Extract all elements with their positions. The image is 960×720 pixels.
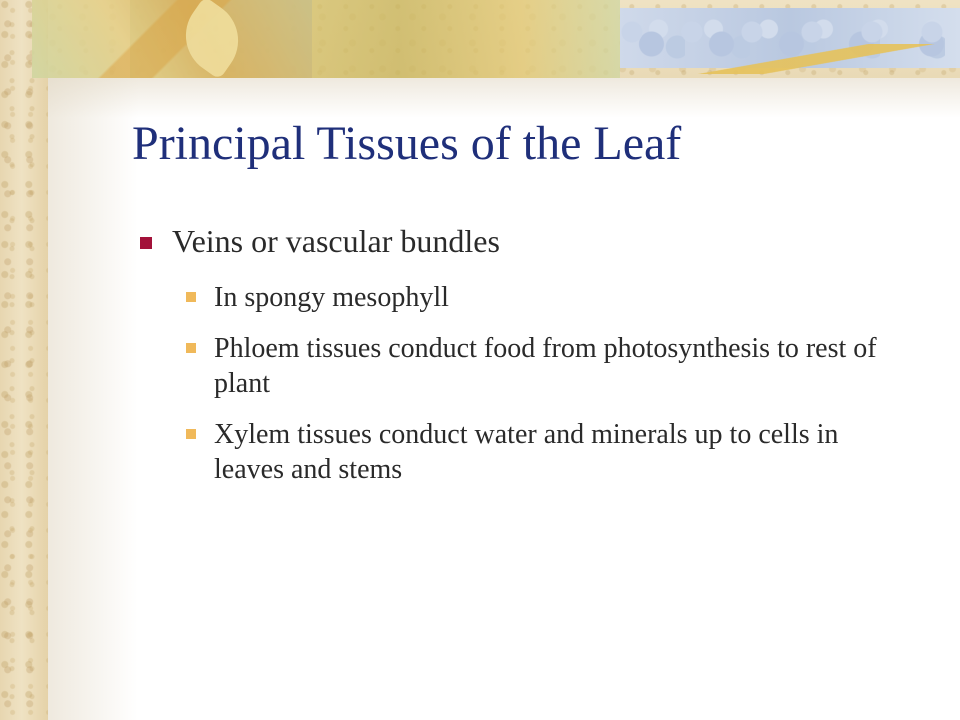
sub-bullet-list — [136, 280, 936, 487]
bullet-text: Veins or vascular bundles — [172, 223, 500, 259]
sub-bullet — [186, 417, 914, 487]
sub-bullet — [186, 280, 914, 315]
square-bullet-icon — [186, 343, 196, 353]
square-bullet-icon — [186, 429, 196, 439]
sub-bullet — [186, 331, 914, 401]
decorative-collage-left — [32, 0, 312, 78]
bullet-level1 — [136, 222, 936, 260]
slide-title: Principal Tissues of the Leaf — [132, 117, 682, 170]
sub-bullet-text: In spongy mesophyll — [214, 282, 449, 314]
leaf-decoration — [170, 0, 254, 80]
decorative-wave — [690, 44, 960, 74]
bullet-list — [136, 222, 936, 503]
square-bullet-icon — [186, 292, 196, 302]
parchment-left-strip — [0, 0, 48, 720]
sub-bullet-text: Phloem tissues conduct food from photosynthesis to rest of plant — [214, 333, 877, 400]
sub-bullet-text: Xylem tissues conduct water and minerals up to cells in leaves and stems — [214, 419, 839, 486]
square-bullet-icon — [140, 237, 152, 249]
